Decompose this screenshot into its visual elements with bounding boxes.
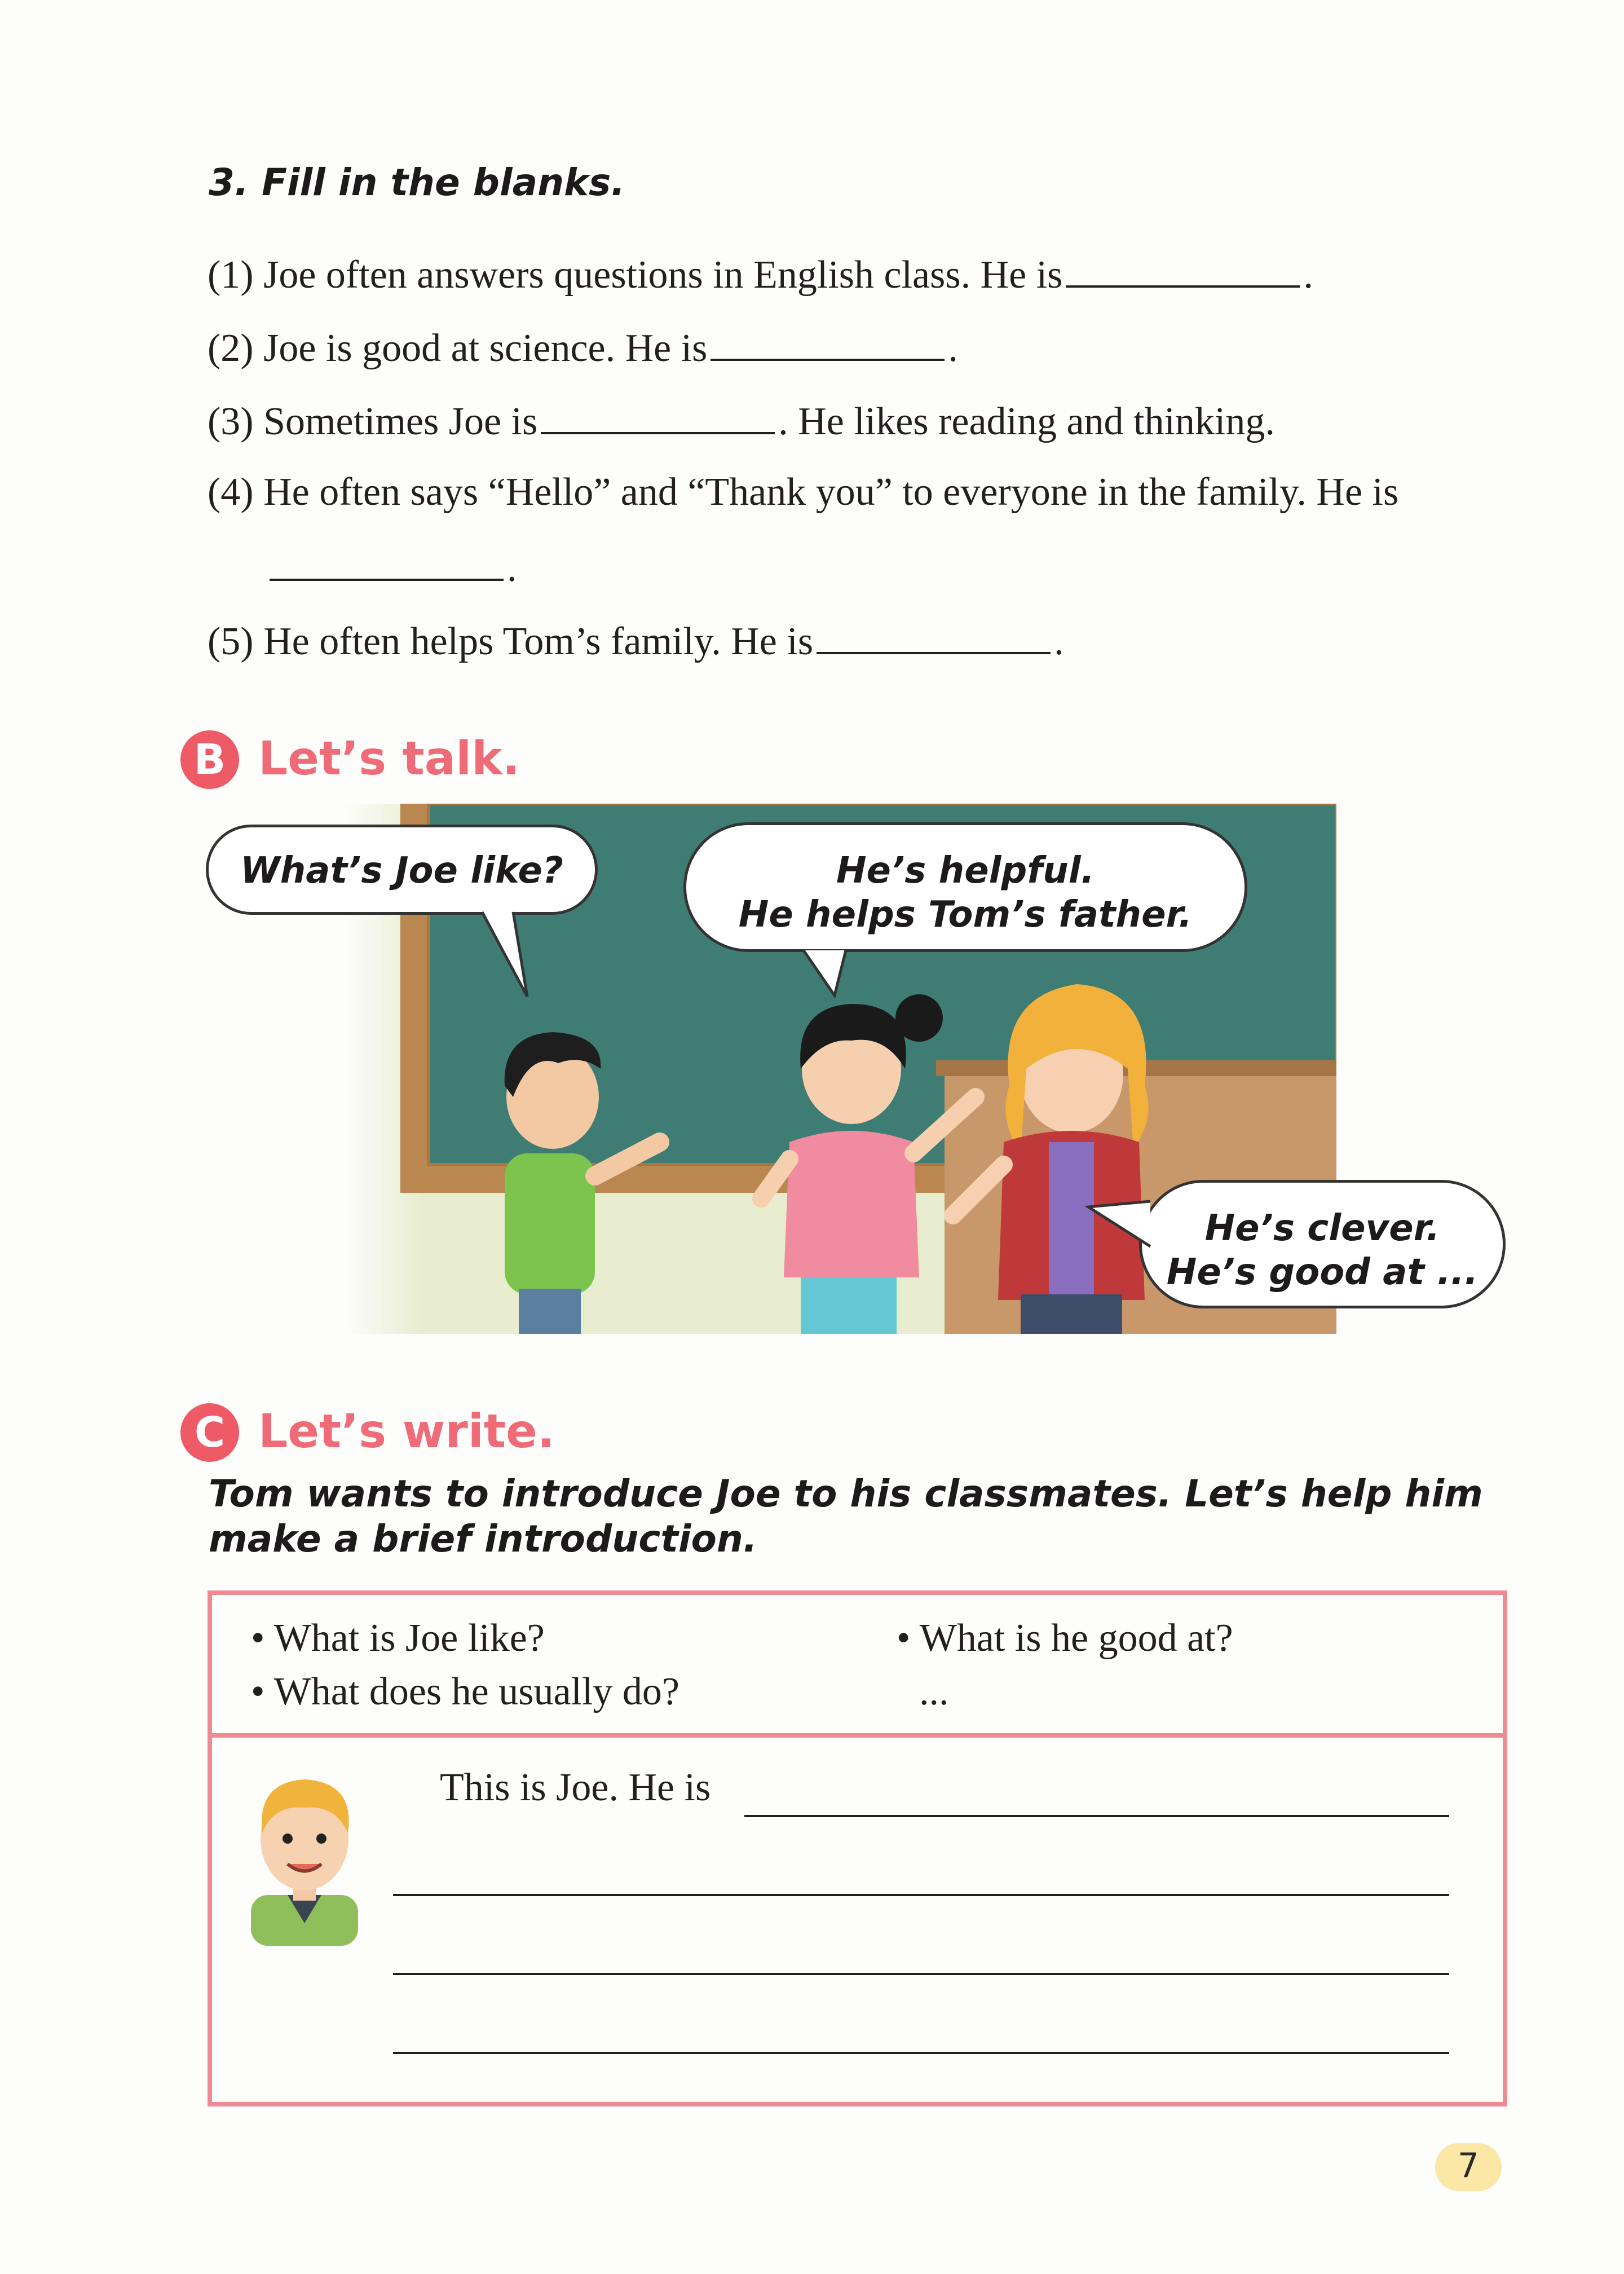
page-number: 7 bbox=[1457, 2146, 1480, 2185]
speech-bubble-2-tail bbox=[801, 948, 851, 998]
exercise-item-5-text: (5) He often helps Tom’s family. He is bbox=[208, 620, 814, 663]
prompt-right-1: • What is he good at? bbox=[897, 1616, 1233, 1660]
exercise-item-2: (2) Joe is good at science. He is . bbox=[208, 327, 958, 370]
speech-bubble-1-line-1: What’s Joe like? bbox=[240, 850, 563, 892]
exercise-item-5: (5) He often helps Tom’s family. He is . bbox=[208, 620, 1064, 663]
prompt-left-1: • What is Joe like? bbox=[251, 1616, 545, 1660]
section-b-badge: B bbox=[180, 730, 239, 789]
answer-blank-5[interactable] bbox=[817, 619, 1051, 654]
speech-bubble-3-tail bbox=[1085, 1196, 1153, 1263]
speech-bubble-2-line-1: He’s helpful. bbox=[836, 850, 1095, 892]
writing-line-1[interactable] bbox=[744, 1815, 1449, 1817]
prompt-left-2: • What does he usually do? bbox=[251, 1670, 679, 1713]
speech-bubble-1 bbox=[206, 825, 598, 915]
writing-line-3[interactable] bbox=[393, 1973, 1449, 1975]
answer-blank-3[interactable] bbox=[541, 399, 775, 434]
exercise-item-1: (1) Joe often answers questions in English class. He is . bbox=[208, 253, 1313, 297]
speech-bubble-3-line-2: He’s good at ... bbox=[1166, 1251, 1479, 1293]
exercise-title: 3. Fill in the blanks. bbox=[209, 161, 625, 204]
section-c-badge: C bbox=[180, 1403, 239, 1462]
exercise-item-1-text: (1) Joe often answers questions in English class. He is bbox=[208, 253, 1063, 297]
speech-bubble-3-line-1: He’s clever. bbox=[1204, 1207, 1440, 1249]
exercise-item-2-text: (2) Joe is good at science. He is bbox=[208, 327, 708, 370]
starter-sentence: This is Joe. He is bbox=[440, 1766, 711, 1809]
exercise-item-4-continued: . bbox=[270, 546, 517, 588]
answer-blank-1[interactable] bbox=[1066, 253, 1300, 288]
writing-line-4[interactable] bbox=[393, 2052, 1449, 2054]
writing-box bbox=[208, 1590, 1507, 2106]
exercise-item-4 bbox=[208, 470, 1399, 514]
joe-avatar-icon bbox=[240, 1760, 369, 1946]
exercise-item-4-text: (4) He often says “Hello” and “Thank you” to everyone in the family. He is bbox=[208, 470, 1399, 514]
speech-bubble-3 bbox=[1139, 1180, 1506, 1308]
write-instruction-line-1: Tom wants to introduce Joe to his classmates. Let’s help him bbox=[209, 1472, 1483, 1515]
answer-blank-2[interactable] bbox=[710, 326, 945, 361]
writing-line-2[interactable] bbox=[393, 1894, 1449, 1896]
section-c-title: Let’s write. bbox=[258, 1405, 555, 1458]
page-number-badge bbox=[1435, 2143, 1502, 2191]
prompt-right-2: ... bbox=[919, 1670, 949, 1713]
exercise-item-3: (3) Sometimes Joe is . He likes reading and thinking. bbox=[208, 400, 1275, 443]
write-instruction-line-2: make a brief introduction. bbox=[209, 1517, 757, 1561]
answer-blank-4[interactable] bbox=[270, 546, 504, 581]
exercise-item-3-text: (3) Sometimes Joe is bbox=[208, 400, 538, 443]
speech-bubble-1-tail bbox=[479, 909, 530, 999]
section-b-title: Let’s talk. bbox=[258, 732, 520, 786]
speech-bubble-2 bbox=[683, 822, 1247, 952]
speech-bubble-2-line-2: He helps Tom’s father. bbox=[738, 894, 1193, 936]
avatar bbox=[240, 1760, 369, 1946]
